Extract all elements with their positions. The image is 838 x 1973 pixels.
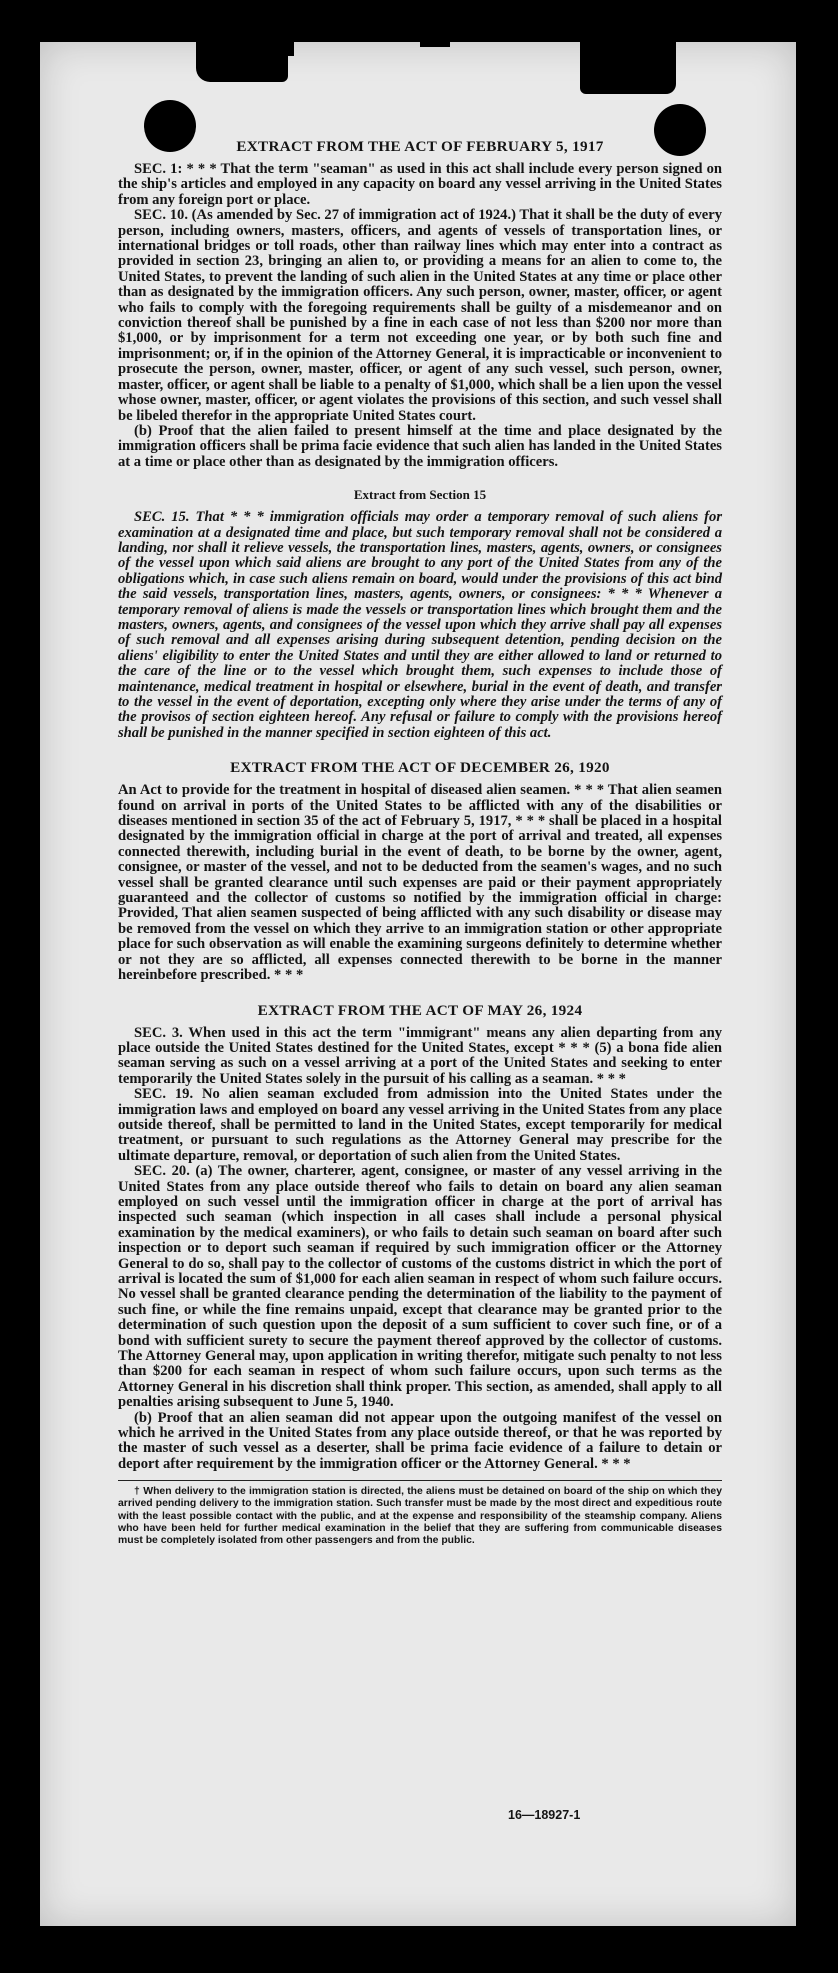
- paragraph-sec-10-b: (b) Proof that the alien failed to present himself at the time and place designated by the immigration officers shall be prima facie evidence that such alien has landed in the United States at a time or place other than as designated by the immigration officers.: [118, 422, 722, 470]
- paragraph-sec-19: SEC. 19. No alien seaman excluded from admission into the United States under the immigration laws and employed on board any vessel arriving in the United States from any place outside thereof, shall be permitted to land in the United States, except temporarily for medical treatment, or pursuant to such regulations as the Attorney General may prescribe for the ultimate departure, removal, or deportation of such alien from the United States.: [118, 1086, 722, 1164]
- torn-edge: [420, 42, 450, 47]
- section-heading-feb-1917: EXTRACT FROM THE ACT OF FEBRUARY 5, 1917: [236, 138, 604, 155]
- torn-edge: [196, 42, 288, 82]
- torn-edge: [580, 42, 676, 94]
- paragraph-sec-20-a: SEC. 20. (a) The owner, charterer, agent, consignee, or master of any vessel arriving in the United States from any place outside thereof who fails to detain on board any alien seaman employed on such vessel until the immigration officer in charge at the port of arrival has inspected such seaman (which inspection in all cases shall include a personal physical examination by the medical examiners), or who fails to detain such seaman on board after such inspection or to deport such seaman if required by such immigration officer or the Attorney General to do so, shall pay to the collector of customs of the customs district in which the port of arrival is located the sum of $1,000 for each alien seaman in respect of whom such failure occurs. No vessel shall be granted clearance pending the determination of the liability to the payment of such fine, or while the fine remains unpaid, except that clearance may be granted prior to the determination of such question upon the deposit of a sum sufficient to cover such fine, or of a bond with sufficient surety to secure the payment thereof approved by the collector of customs. The Attorney General may, upon application in writing therefor, mitigate such penalty to not less than $200 for each seaman in respect of whom such failure occurs, upon such terms as the Attorney General in his discretion shall think proper. This section, as amended, shall apply to all penalties arising subsequent to June 5, 1940.: [118, 1163, 722, 1411]
- paragraph-sec-15: SEC. 15. That * * * immigration officials may order a temporary removal of such aliens for examination at a designated time and place, but such temporary removal shall not be considered a landing, nor shall it relieve vessels, the transportation lines, masters, agents, owners, or consignees of the vessel upon which said aliens are brought to any port of the United States from any of the obligations which, in case such aliens remain on board, would under the provisions of this act bind the said vessels, transportation lines, masters, agents, owners, or consignees: * * * Whenever a temporary removal of aliens is made the vessels or transportation lines which brought them and the masters, owners, agents, and consignees of the vessel upon which they arrive shall pay all expenses of such removal and all expenses arising during subsequent detention, pending decision on the aliens' eligibility to enter the United States and until they are either allowed to land or returned to the care of the line or to the vessel which brought them, such expenses to include those of maintenance, medical treatment in hospital or elsewhere, burial in the event of death, and transfer to the vessel in the event of deportation, excepting only where they arise under the terms of any of the provisos of section eighteen hereof. Any refusal or failure to comply with the provisions hereof shall be punished in the manner specified in section eighteen of this act.: [118, 509, 722, 741]
- footnote: [118, 1480, 722, 1547]
- paragraph-dec-1920: An Act to provide for the treatment in hospital of diseased alien seamen. * * * That alien seamen found on arrival in ports of the United States to be afflicted with any of the disabilities or diseases mentioned in section 35 of the act of February 5, 1917, * * * shall be placed in a hospital designated by the immigration official in charge at the port of arrival and treated, all expenses connected therewith, including burial in the event of death, to be borne by the owner, agent, consignee, or master of the vessel, and not to be deducted from the seamen's wages, and no such vessel shall be granted clearance until such expenses are paid or their payment appropriately guaranteed and the collector of customs so notified by the immigration official in charge: Provided, That alien seamen suspected of being afflicted with any such disability or disease may be removed from the vessel on which they arrive to an immigration station or other appropriate place for such observation as will enable the examining surgeons definitely to determine whether or not they are so afflicted, all expenses connected therewith to be borne in the manner hereinbefore prescribed. * * *: [118, 782, 722, 984]
- section-heading-section-15: Extract from Section 15: [353, 487, 487, 503]
- paragraph-sec-20-b: (b) Proof that an alien seaman did not appear upon the outgoing manifest of the vessel on which he arrived in the United States from any place outside thereof, or that he was reported by the master of such vessel as a deserter, shall be prima facie evidence of a failure to detain or deport after requirement by the immigration officer or the Attorney General. * * *: [118, 1409, 722, 1472]
- paragraph-sec-1: SEC. 1: * * * That the term "seaman" as used in this act shall include every person signed on the ship's articles and employed in any capacity on board any vessel arriving in the United States from any foreign port or place.: [118, 161, 722, 208]
- document-body: [118, 138, 722, 1547]
- torn-edge: [288, 42, 294, 56]
- document-number: 16—18927-1: [508, 1808, 581, 1822]
- footnote-text: † When delivery to the immigration station is directed, the aliens must be detained on board of the ship on which they arrived pending delivery to the immigration station. Such transfer must be made by the most direct and expeditious route with the least possible contact with the public, and at the expense and responsibility of the steamship company. Aliens who have been held for further medical examination in the belief that they are suffering from communicable diseases must be completely isolated from other passengers and from the public.: [118, 1486, 722, 1547]
- paragraph-sec-10: SEC. 10. (As amended by Sec. 27 of immigration act of 1924.) That it shall be the duty of every person, including owners, masters, officers, and agents of vessels of transportation lines, or international bridges or toll roads, other than railway lines which may enter into a contract as provided in section 23, bringing an alien to, or providing a means for an alien to come to, the United States, to prevent the landing of such alien in the United States at any time or place other than as designated by the immigration officers. Any such person, owner, master, officer, or agent who fails to comply with the foregoing requirements shall be guilty of a misdemeanor and on conviction thereof shall be punished by a fine in each case of not less than $200 nor more than $1,000, or by imprisonment for a term not exceeding one year, or by both such fine and imprisonment; or, if in the opinion of the Attorney General, it is impracticable or inconvenient to prosecute the person, owner, master, officer, or agent of any such vessel, such person, owner, master, officer, or agent shall be liable to a penalty of $1,000, which shall be a lien upon the vessel whose owner, master, officer, or agent violates the provisions of this section, and such vessel shall be libeled therefor in the appropriate United States court.: [118, 207, 722, 424]
- paragraph-sec-3: SEC. 3. When used in this act the term "immigrant" means any alien departing from any place outside the United States destined for the United States, except * * * (5) a bona fide alien seaman serving as such on a vessel arriving at a port of the United States and seeking to enter temporarily the United States solely in the pursuit of his calling as a seaman. * * *: [118, 1024, 722, 1087]
- section-heading-dec-1920: EXTRACT FROM THE ACT OF DECEMBER 26, 1920: [230, 759, 610, 777]
- section-heading-may-1924: EXTRACT FROM THE ACT OF MAY 26, 1924: [257, 1001, 583, 1019]
